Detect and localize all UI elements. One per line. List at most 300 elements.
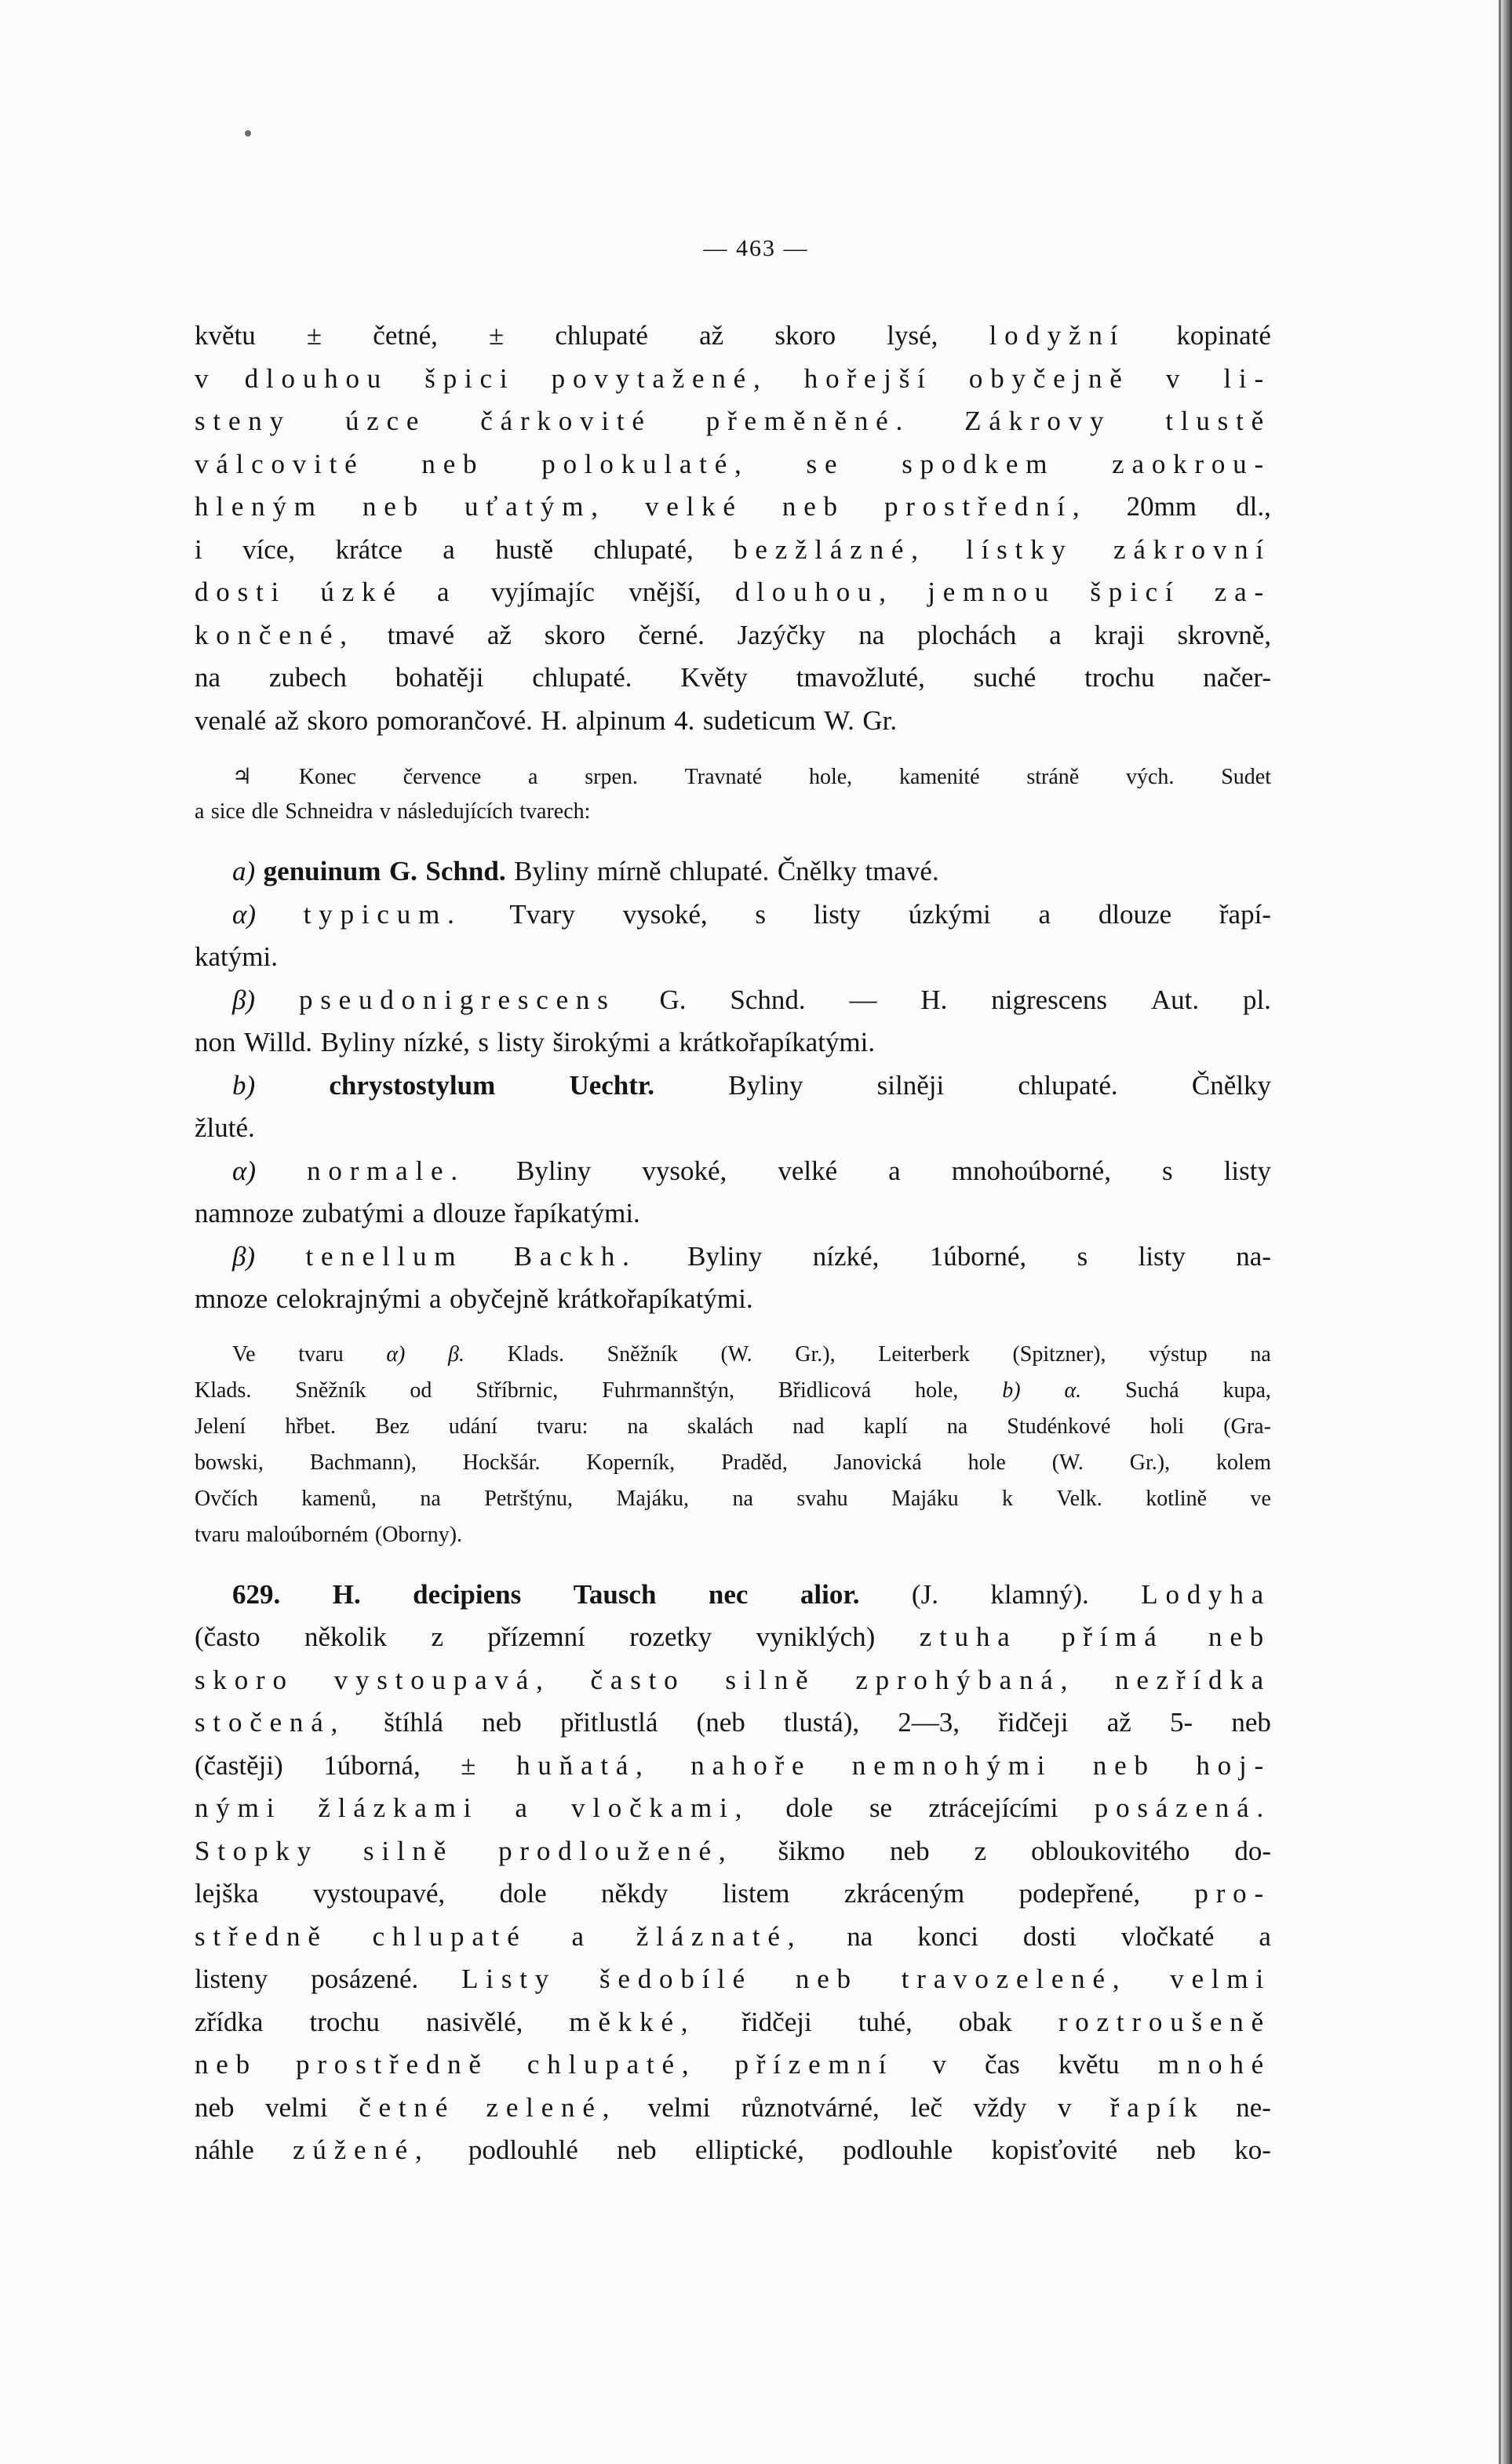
word: Byliny [320,1027,395,1057]
word: dlouze [1098,898,1172,930]
text-line [195,1070,1271,1113]
word: i [195,533,202,565]
text-line [195,1450,1271,1487]
word: rozetky [629,1621,712,1652]
word: pomorančové. [376,704,533,736]
localities-note [195,1342,1271,1559]
word: Lodyha [1141,1578,1271,1610]
word: tvaru [195,1522,240,1547]
word: Konec [298,765,356,789]
word: července [403,765,482,789]
word: vždy [973,2091,1027,2123]
word: silně [363,1835,454,1866]
text-line [195,2007,1271,2050]
print-speck [245,130,251,136]
word: řapí- [1219,898,1271,930]
word: li- [1223,362,1271,394]
word: kaplí [863,1414,908,1439]
word: s [1077,1240,1088,1272]
word: Čnělky [777,856,857,886]
word: plochách [917,619,1017,650]
text-line [195,1836,1271,1879]
species-629 [195,1579,1271,2178]
word: chlupaté [372,1920,527,1952]
word: Backh. [513,1240,637,1272]
word: od [410,1378,432,1403]
word: v [195,362,209,394]
word: kraji [1094,619,1145,650]
word: v [932,2049,946,2080]
word: vnější, [628,577,701,607]
word: 20mm [1126,491,1197,522]
word: úzce [344,406,427,436]
word: chlupaté. [1018,1069,1118,1101]
word: přízemní [734,2049,894,2080]
word: čárkovité [480,406,652,436]
word: vysoké, [622,898,708,930]
word: černé. [638,619,705,650]
word: na [858,619,885,650]
word: v [1165,362,1188,394]
word: Leiterberk [878,1341,970,1367]
word: α) [386,1341,406,1367]
word: Schneidra [285,799,373,824]
text-line [195,1378,1271,1414]
word: na [1250,1341,1271,1367]
word: 4. [674,704,695,736]
word: velmi [647,2091,711,2123]
word: přitlustlá [559,1707,658,1738]
word: velmi [1170,1964,1271,1994]
word: ± [306,320,322,351]
word: kolem [1215,1450,1271,1475]
word: polokulaté, [541,448,749,479]
word: tmavé [387,619,455,650]
word: neb [195,2091,235,2123]
text-line [195,899,1271,942]
word: Stříbrnic, [475,1378,559,1403]
word: klamný). [990,1578,1089,1610]
word: do- [1234,1835,1271,1866]
word: mnoze [195,1283,268,1314]
word: šedobílé [599,1964,753,1994]
word: neb [617,2135,657,2165]
text-line [195,763,1271,799]
word: 5- [1170,1707,1193,1738]
word: a [443,533,455,565]
word: Gr.), [795,1341,836,1367]
word: 1úborné, [929,1240,1027,1272]
text-line [195,799,1271,835]
word: šikmo [778,1835,846,1866]
text-line [195,620,1271,663]
word: kopinaté [1176,320,1271,351]
text-line [195,1414,1271,1450]
word: ztuha [919,1621,1018,1652]
word: chlupaté, [526,2049,697,2080]
word: chlupaté [555,320,648,351]
word: přeměněné. [705,406,911,436]
word: a [658,1027,671,1057]
word: Koperník, [586,1450,676,1475]
word: namnoze [195,1198,294,1228]
word: leč [910,2091,943,2123]
text-line [195,406,1271,449]
word: mnohé [1157,2049,1271,2080]
word: Aut. [1150,984,1200,1015]
word: listy [1223,1155,1271,1186]
text-line [195,985,1271,1028]
word: Byliny [516,1155,592,1186]
word: Byliny [687,1240,763,1272]
text-line [195,1621,1271,1665]
word: Břidlicová [778,1378,872,1403]
word: sudeticum [702,704,816,736]
word: tvaru: [537,1414,588,1439]
text-line [195,449,1271,492]
word: středně [195,1920,328,1952]
text-line [195,320,1271,363]
word: ♃ [232,765,253,789]
word: tenellum [305,1240,464,1272]
word: vyniklých) [756,1621,876,1652]
word: tvarech: [519,799,591,824]
text-line [195,577,1271,620]
word: širokými [552,1027,650,1057]
word: velmi [265,2091,328,2123]
word: krátce [335,533,403,565]
page-number: — 463 — [703,235,809,261]
word: spodkem [902,448,1055,479]
word: decipiens [413,1578,522,1610]
text-line [195,1964,1271,2007]
word: 1úborná, [323,1749,421,1781]
word: neb [195,2049,257,2080]
word: prostředně [296,2049,489,2080]
word: Zákrovy [964,406,1112,436]
word: a [412,1198,425,1228]
word: a [571,1920,592,1952]
word: s [1162,1155,1173,1186]
word: uťatým, [465,491,606,522]
word: následujících [397,799,513,824]
word: Ovčích [195,1486,258,1511]
word: lejška [195,1878,259,1909]
word: chlupaté, [593,533,694,565]
word: (Spitzner), [1012,1341,1106,1367]
word: bohatěji [395,662,484,693]
word: neb [421,448,485,479]
text-line [195,2135,1271,2178]
word: posázené. [311,1964,419,1994]
word: špicí [1090,577,1181,607]
word: hole [967,1450,1006,1475]
text-line [195,534,1271,577]
word: chlupaté. [532,662,632,693]
word: sice [210,799,246,824]
text-line [195,1523,1271,1559]
word: Stopky [195,1835,319,1866]
word: hořejší [803,362,933,394]
word: H. [920,984,948,1015]
word: podlouhlé [468,2135,578,2165]
word: jemnou [927,577,1056,607]
word: bowski, [195,1450,264,1475]
word: hustě [495,533,554,565]
word: Willd. [244,1027,313,1057]
word: chrystostylum [329,1069,496,1101]
word: Schnd. [425,856,506,886]
word: obloukovitého [1031,1835,1190,1866]
word: Uechtr. [569,1069,654,1101]
word: dole [499,1878,547,1909]
word: silně [725,1664,816,1695]
word: (častěji) [195,1749,283,1781]
word: končené, [195,619,355,650]
word: krátkořapíkatými. [679,1027,876,1057]
word: krátkořapíkatými. [556,1283,753,1314]
word: (Oborny). [374,1522,463,1547]
word: řidčeji [741,2006,812,2037]
word: na [847,1920,873,1952]
word: pseudonigrescens [298,984,616,1015]
word: b) [1002,1378,1021,1403]
word: dlouhou [244,362,389,394]
word: řapík [1109,2091,1205,2123]
word: podepřené, [1018,1878,1141,1909]
word: a [888,1155,901,1186]
word: nasivělé, [425,2006,523,2037]
word: skrovně, [1177,619,1271,650]
paragraph-gap [195,835,1271,856]
word: vých. [1126,765,1175,789]
word: ko- [1234,2135,1271,2165]
word: nigrescens [991,984,1107,1015]
word: Janovická [833,1450,922,1475]
word: náhle [195,2135,254,2165]
word: neb [782,491,845,522]
word: H. [541,704,568,736]
word: 629. [232,1578,281,1610]
word: G. [388,856,417,886]
word: bezžlázné, [734,533,926,565]
description-continued [195,320,1271,748]
word: četné, [373,320,438,351]
word: k [1002,1486,1014,1511]
word: na [732,1486,753,1511]
word: skalách [687,1414,753,1439]
word: H. [332,1578,361,1610]
word: až [486,619,512,650]
word: za- [1214,577,1271,607]
word: neb [362,491,425,522]
word: katými. [195,941,278,972]
word: chlupaté. [669,856,770,886]
word: (W. [1051,1450,1084,1475]
word: α) [232,898,257,930]
word: β. [448,1341,465,1367]
word: nec [708,1578,749,1610]
text-line [195,1921,1271,1964]
word: květu [1058,2049,1120,2080]
word: Klads. [507,1341,564,1367]
word: skoro [544,619,606,650]
word: hole, [808,765,853,789]
word: četné [359,2091,456,2123]
word: trochu [309,2006,380,2037]
word: Velk. [1056,1486,1102,1511]
word: přízemní [487,1621,585,1652]
word: velké [644,491,743,522]
text-line [195,941,1271,985]
word: Tausch [573,1578,657,1610]
word: kamenité [898,765,980,789]
word: čas [985,2049,1020,2080]
word: vysoké, [642,1155,727,1186]
word: Byliny [514,856,589,886]
text-line [195,1792,1271,1836]
word: listy [813,898,862,930]
word: genuinum [263,856,381,886]
text-line [195,363,1271,406]
word: Čnělky [1191,1069,1271,1101]
word: zaokrou- [1112,448,1271,479]
word: typicum. [303,898,462,930]
word: zubech [268,662,347,693]
word: pl. [1242,984,1271,1015]
word: zúžené, [293,2135,430,2165]
word: Byliny [728,1069,803,1101]
text-line [195,1112,1271,1156]
word: udání [448,1414,497,1439]
word: tlustá), [783,1707,860,1738]
word: holi [1149,1414,1185,1439]
text-line [195,1579,1271,1622]
page-edge-shadow [1501,0,1512,2464]
word: na- [1236,1240,1271,1272]
word: neb [795,1964,858,1994]
word: pro- [1194,1878,1271,1909]
word: mírně [596,856,661,886]
word: listem [722,1878,790,1909]
word: hřbet. [285,1414,336,1439]
word: tlustě [1165,406,1271,436]
word: obyčejně [968,362,1130,394]
word: Travnaté [684,765,763,789]
word: neb [890,1835,930,1866]
word: celokrajnými [275,1283,421,1314]
word: ve [1250,1486,1271,1511]
word: Sněžník [607,1341,678,1367]
text-line [195,1665,1271,1708]
word: Suchá [1125,1378,1179,1403]
word: Schnd. [730,984,806,1015]
text-line [195,1750,1271,1793]
word: hoj- [1196,1749,1271,1781]
word: kotlině [1146,1486,1208,1511]
word: alior. [800,1578,860,1610]
word: skoro [307,704,369,736]
word: Studénkové [1007,1414,1111,1439]
word: nahoře [690,1749,812,1781]
word: neb [1208,1621,1271,1652]
word: prostřední, [884,491,1088,522]
word: dlouze [432,1198,506,1228]
word: nad [792,1414,825,1439]
word: a) [232,856,256,886]
word: a [528,765,538,789]
word: s [478,1027,490,1057]
word: steny [195,406,291,436]
word: Sudet [1221,765,1271,789]
word: (Gra- [1223,1414,1271,1439]
word: neb [1231,1707,1271,1738]
word: dole [785,1792,833,1823]
word: neb [1156,2135,1196,2165]
word: huňatá, [516,1749,650,1781]
text-line [195,1027,1271,1070]
text-line [195,1878,1271,1921]
word: W. [824,704,854,736]
word: Sněžník [295,1378,366,1403]
word: a [437,577,457,607]
word: žláznaté, [636,1920,803,1952]
word: řapíkatými. [514,1198,640,1228]
word: se [806,448,845,479]
word: až [699,320,724,351]
word: kamenů, [301,1486,377,1511]
word: obak [958,2006,1012,2037]
text-line [195,2092,1271,2135]
word: vystoupavá, [333,1664,551,1695]
text-line [195,662,1271,705]
word: tmavé. [865,856,939,886]
word: Majáku [891,1486,959,1511]
word: často [590,1664,686,1695]
word: skoro [774,320,836,351]
word: konci [917,1920,978,1952]
word: na [195,662,221,693]
word: stráně [1026,765,1080,789]
paragraph-gap [195,1559,1271,1579]
word: výstup [1149,1341,1208,1367]
word: velké [778,1155,838,1186]
word: posázená. [1094,1792,1271,1823]
word: ne- [1236,2091,1271,2123]
word: venalé [195,704,267,736]
word: normale. [307,1155,465,1186]
word: neb [482,1707,522,1738]
word: ± [461,1749,476,1781]
word: dl., [1236,491,1271,522]
word: (J. [911,1578,938,1610]
word: Fuhrmannštýn, [602,1378,735,1403]
word: ± [489,320,505,351]
word: zprohýbaná, [855,1664,1076,1695]
word: někdy [601,1878,669,1909]
word: skoro [195,1664,294,1695]
word: nízké, [812,1240,880,1272]
word: štíhlá [384,1707,444,1738]
word: na [946,1414,968,1439]
word: více, [242,533,296,565]
word: s [755,898,766,930]
word: povytažené, [551,362,768,394]
word: Bachmann), [309,1450,417,1475]
word: alpinum [575,704,666,736]
word: suché [973,662,1037,693]
word: obyčejně [450,1283,549,1314]
